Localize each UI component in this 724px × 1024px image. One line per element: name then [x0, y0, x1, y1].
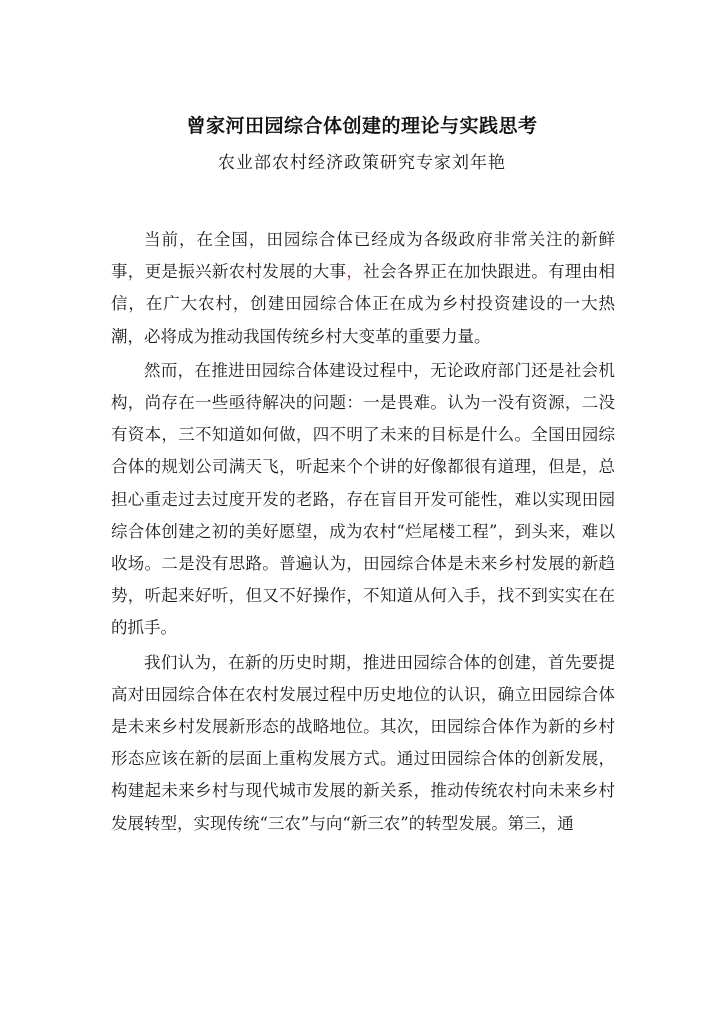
- paragraph-1-text-a: 当前，在全国，田园综合体已经成为各级政府非常关注的新鲜事，更是振兴新农村发展的大事: [111, 230, 615, 282]
- document-title: 曾家河田园综合体创建的理论与实践思考: [186, 115, 538, 137]
- highlighted-comma: ，: [346, 262, 364, 282]
- paragraph-1-text-b: 社会各界正在加快跟进。有理由相信，在广大农村，创建田园综合体正在成为乡村投资建设的一大热潮，必将成为推动我国传统乡村大变革的重要力量。: [111, 262, 616, 346]
- paragraph-3: 我们认为，在新的历史时期，推进田园综合体的创建，首先要提高对田园综合体在农村发展过程中历史地位的认识，确立田园综合体是未来乡村发展新形态的战略地位。其次，田园综合体作为新的乡村形态应该在新的层面上重构发展方式。通过田园综合体的创新发展，构建起未来乡村与现代城市发展的新关系，推动传统农村向未来乡村发展转型，实现传统“三农”与向“新三农”的转型发展。第三，通: [111, 652, 615, 833]
- paragraph-1: [111, 224, 615, 353]
- document-body: [111, 224, 615, 842]
- document-author-line: 农业部农村经济政策研究专家刘年艳: [218, 153, 506, 173]
- paragraph-2: 然而，在推进田园综合体建设过程中，无论政府部门还是社会机构，尚存在一些亟待解决的问题：一是畏难。认为一没有资源，二没有资本，三不知道如何做，四不明了未来的目标是什么。全国田园综合体的规划公司满天飞，听起来个个讲的好像都很有道理，但是，总担心重走过去过度开发的老路，存在盲目开发可能性，难以实现田园综合体创建之初的美好愿望，成为农村“烂尾楼工程”，到头来，难以收场。二是没有思路。普遍认为，田园综合体是未来乡村发展的新趋势，听起来好听，但又不好操作，不知道从何入手，找不到实实在在的抓手。: [111, 360, 615, 638]
